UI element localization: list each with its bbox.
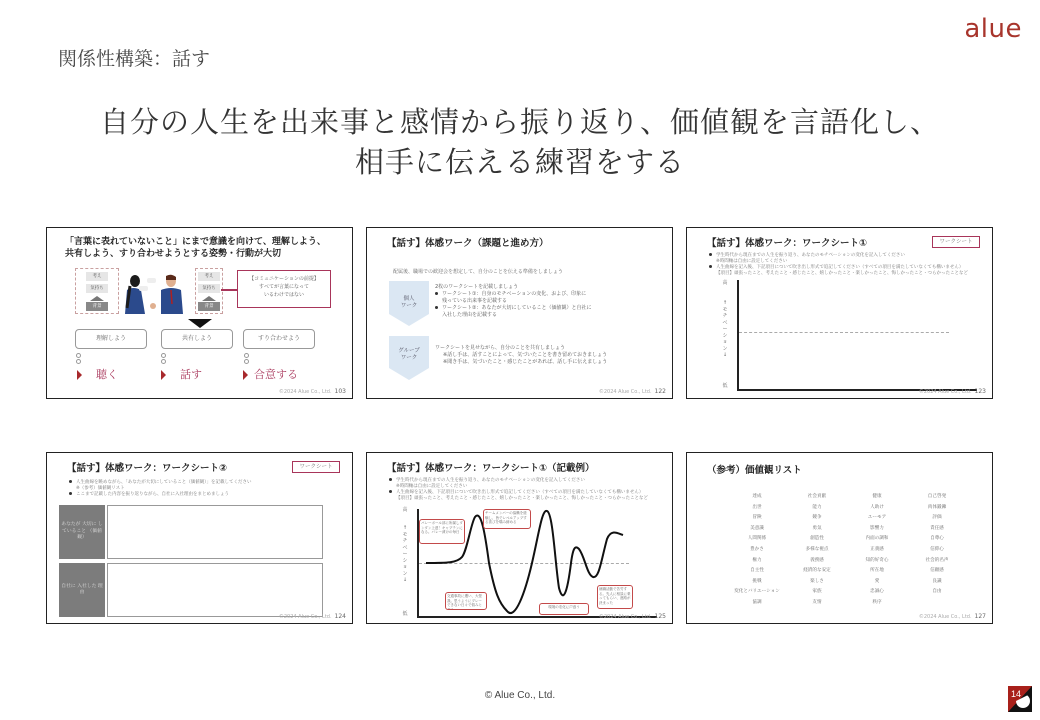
chip-background: 背景 <box>86 302 108 311</box>
thumbnail-footer <box>599 388 666 395</box>
value-item: 人間関係 <box>747 536 767 542</box>
bullet-text: 【項目】頑張ったこと、考えたこと・感じたこと、嬉しかったこと・楽しかったこと、悔しかったこと・つらかったことなど <box>716 271 968 276</box>
step-body-group <box>435 345 607 366</box>
bullet-icon <box>435 306 438 309</box>
thumbnail-footer <box>279 613 346 620</box>
value-item: 忠誠心 <box>870 589 884 595</box>
bullet-text: ※時間軸は自由に設定してください <box>396 484 468 489</box>
page-number: 14 <box>1011 689 1022 699</box>
value-item: 創造性 <box>810 536 824 542</box>
chip-background-right: 背景 <box>198 302 220 311</box>
thumbnail-title: 【話す】体感ワーク：ワークシート①（記載例） <box>387 463 595 474</box>
value-item: 所在地 <box>870 568 884 574</box>
page-number: 125 <box>654 613 666 620</box>
page-number: 127 <box>974 613 986 620</box>
value-item: 挑戦 <box>752 578 762 584</box>
value-item: 信仰心 <box>930 546 944 552</box>
triangle-right-icon <box>161 370 166 380</box>
value-item: 冒険 <box>752 515 762 521</box>
title-line-2: 共有しよう、すり合わせようとする姿勢・行動が大切 <box>65 249 282 259</box>
bullet-text: 【項目】頑張ったこと、考えたこと・感じたこと、嬉しかったこと・楽しかったこと、悔しかったこと・つらかったことなど <box>396 496 648 501</box>
value-item: 能力 <box>812 504 822 510</box>
value-item: 知的好奇心 <box>865 557 889 563</box>
worksheet-tag: ワークシート <box>292 461 340 473</box>
triangle-up-icon <box>202 296 216 301</box>
callout-job-hunting: 就職活動で苦労する。先人に相談に乗ってもらい、進路が決まった <box>597 585 633 609</box>
slide-thumbnail-103[interactable] <box>46 227 353 399</box>
value-item: 信頼感 <box>930 568 944 574</box>
triangle-right-icon <box>243 370 248 380</box>
verb-speak <box>161 366 202 382</box>
y-label-motivation: ↑ モチベーション ↓ <box>722 300 728 358</box>
values-input-box[interactable] <box>107 505 323 559</box>
premise-line: すべてが言葉になって <box>259 284 309 290</box>
value-item: 義務感 <box>810 557 824 563</box>
value-item: 勇気 <box>812 525 822 531</box>
bullet <box>435 305 592 312</box>
bullet-text: 人生曲線を眺めながら、「あなたが大切にしていること（価値観）」を記載してください <box>76 480 252 485</box>
page-number: 124 <box>334 613 346 620</box>
bullet-text: ワークシート①：自身のモチベーションの変化、および、印象に <box>442 291 587 297</box>
value-item: 出世 <box>752 504 762 510</box>
value-item: 自己啓発 <box>927 494 947 499</box>
y-label-motivation: ↑ モチベーション ↓ <box>402 525 408 583</box>
bullet-text: ※時間軸は自由に設定してください <box>716 259 788 264</box>
value-item: 評価 <box>932 515 942 521</box>
thumbnail-title: （参考）価値観リスト <box>707 465 802 476</box>
y-label-high: 高 <box>402 507 408 513</box>
bullet-text: 人生曲線を記入後、下記項目について吹き出し形式で追記してください（すべての項目を満たしていなくても構いません） <box>716 265 964 270</box>
title-line-1: 「言葉に表れていないこと」にまで意識を向けて、理解しよう、 <box>65 237 326 247</box>
verb-listen <box>77 366 118 382</box>
bullet-icon <box>709 253 712 256</box>
bullet <box>69 492 339 498</box>
section-label: 関係性構築：話す <box>58 48 211 70</box>
footer-copyright: ©2024 Alue Co., Ltd. <box>278 614 332 620</box>
thumbnail-title: 【話す】体感ワーク：ワークシート② <box>67 463 228 474</box>
values-grid <box>727 493 967 606</box>
chip-feeling-right: 気持ち <box>198 284 220 293</box>
chip-thought: 考え <box>86 272 108 281</box>
bullet-icon <box>435 292 438 295</box>
headline-line-2: 相手に伝える練習をする <box>354 145 685 179</box>
value-item: 家族 <box>812 589 822 595</box>
step-lead: ワークシートを見せながら、自分のことを共有しましょう <box>435 345 566 351</box>
step-body-individual <box>435 284 592 319</box>
triangle-up-icon <box>90 296 104 301</box>
y-label-low: 低 <box>722 383 728 389</box>
slide-thumbnail-124[interactable] <box>46 452 353 624</box>
thumbnail-footer <box>599 613 666 620</box>
pill-align: すり合わせよう <box>243 329 315 349</box>
footer-copyright: ©2024 Alue Co., Ltd. <box>598 614 652 620</box>
value-item: 内面の調和 <box>865 536 889 542</box>
bullet-text: 学生時代から現在までの人生を振り返り、あなたのモチベーションの変化を記入してください <box>396 478 585 483</box>
verb-text: 合意する <box>254 368 298 381</box>
footer-copyright: ©2024 Alue Co., Ltd. <box>278 389 332 395</box>
row-label-reason: 自社に 入社した 理由 <box>59 563 105 617</box>
chevron-point <box>389 368 429 380</box>
value-item: ユーモア <box>867 515 887 521</box>
value-item: 人助け <box>870 504 884 510</box>
value-item: 影響力 <box>870 525 884 531</box>
thumbnail-title: 【話す】体感ワーク（課題と進め方） <box>387 238 549 249</box>
value-item: 自由 <box>932 589 942 595</box>
callout-environment: 環境の変化に戸惑う <box>539 603 589 615</box>
value-item: 健康 <box>872 494 882 499</box>
value-item: 多様な視点 <box>805 546 829 552</box>
value-item: 正義感 <box>870 546 884 552</box>
connector-line <box>221 289 237 291</box>
premise-line: いるわけではない <box>263 292 304 298</box>
note-text: ※話し手は、話すことによって、気づいたことを書き留めておきましょう <box>443 352 608 358</box>
step-label-group <box>389 348 429 362</box>
thumbnail-title <box>65 236 326 260</box>
value-item: 肉体鍛錬 <box>927 504 947 510</box>
pill-understand: 理解しよう <box>75 329 147 349</box>
label-line: 個人 <box>403 296 415 302</box>
value-item: 自主性 <box>750 568 764 574</box>
value-item: 豊かさ <box>750 546 764 552</box>
row-label-values: あなたが 大切に していること （価値観） <box>59 505 105 559</box>
callout-team: チームメンバーの協働を経験し、皆でレベルアップする喜びを噛み締める <box>483 509 531 529</box>
verb-agree <box>243 366 298 382</box>
page-number: 103 <box>334 388 346 395</box>
value-item: 経済的な安定 <box>803 568 831 574</box>
y-axis <box>737 280 739 390</box>
triangle-right-icon <box>77 370 82 380</box>
slide-thumbnail-125[interactable] <box>366 452 673 624</box>
bubble-dot-icon <box>244 359 249 364</box>
label-line: ワーク <box>400 303 418 309</box>
bullet-text: ※（参考）価値観リスト <box>76 486 125 491</box>
slide-thumbnail-122[interactable] <box>366 227 673 399</box>
step-lead: 2枚のワークシートを記載しましょう <box>435 284 519 290</box>
bubble-dot-icon <box>161 359 166 364</box>
arrow-down-icon <box>188 319 212 328</box>
baseline-dashed <box>739 332 949 333</box>
reason-input-box[interactable] <box>107 563 323 617</box>
bullet-icon <box>709 265 712 268</box>
thumbnail-footer <box>919 388 986 395</box>
bullet-text: ワークシート②：あなたが大切にしていること（価値観）と自社に <box>442 305 592 311</box>
footer-copyright: © Alue Co., Ltd. <box>484 690 556 701</box>
value-item: 自尊心 <box>930 536 944 542</box>
page-number: 123 <box>974 388 986 395</box>
people-handshake-illustration <box>121 274 189 316</box>
thumbnail-footer <box>919 613 986 620</box>
chevron-point <box>389 314 429 326</box>
callout-volleyball: バレーボール部に所属しダンダン上達！キャプテンになる。バレー漬けの毎日 <box>419 519 465 544</box>
footer-copyright: ©2024 Alue Co., Ltd. <box>918 614 972 620</box>
pill-share: 共有しよう <box>161 329 233 349</box>
bubble-dot-icon <box>76 353 81 358</box>
callout-injury: 交通事故に遭い、大怪我。思うようにプレーできない日々で悩みとする <box>445 592 487 610</box>
value-item: 変化とバリエーション <box>734 589 780 595</box>
value-item: 愛 <box>874 578 880 584</box>
bullet-text: 学生時代から現在までの人生を振り返り、あなたのモチベーションの変化を記入してください <box>716 253 905 258</box>
verb-text: 話す <box>180 368 202 381</box>
slide-thumbnail-123[interactable] <box>686 227 993 399</box>
bullet-text: 人生曲線を記入後、下記項目について吹き出し形式で追記してください（すべての項目を満たしていなくても構いません） <box>396 490 644 495</box>
page-number: 122 <box>654 388 666 395</box>
footer-copyright: ©2024 Alue Co., Ltd. <box>598 389 652 395</box>
chip-thought-right: 考え <box>198 272 220 281</box>
bullet-text: 残っている出来事を記載する <box>442 298 508 304</box>
value-item: 楽しさ <box>810 578 824 584</box>
value-item: 良識 <box>932 578 942 584</box>
bullet-text: ここまで記載した内容を振り返りながら、自社に入社理由をまとめましょう <box>76 492 229 497</box>
value-item: 責任感 <box>930 525 944 531</box>
value-item <box>907 599 967 606</box>
headline <box>0 102 1040 182</box>
bullet <box>435 291 592 298</box>
verb-text: 聴く <box>96 368 118 381</box>
value-item: 競争 <box>812 515 822 521</box>
alue-logo: alue <box>964 14 1022 44</box>
slide-thumbnail-127[interactable] <box>686 452 993 624</box>
value-item: 友情 <box>812 599 822 605</box>
value-item: 社会的名声 <box>925 557 949 563</box>
headline-line-1: 自分の人生を出来事と感情から振り返り、価値観を言語化し、 <box>99 105 940 139</box>
intro-text: 配属後、職場での歓迎会を想定して、自分のことを伝える準備をしましょう <box>393 269 563 275</box>
label-line: グループ <box>398 348 420 354</box>
instructions <box>69 480 339 498</box>
thumbnail-footer <box>279 388 346 395</box>
value-item: 協調 <box>752 599 762 605</box>
step-label-individual <box>389 296 429 310</box>
worksheet-tag: ワークシート <box>932 236 980 248</box>
thumbnail-title: 【話す】体感ワーク：ワークシート① <box>707 238 868 249</box>
note-text: ※聞き手は、気づいたこと・感じたことがあれば、話し手に伝えましょう <box>443 359 608 365</box>
y-label-high: 高 <box>722 280 728 286</box>
bubble-dot-icon <box>161 353 166 358</box>
value-item: 達成 <box>752 494 762 499</box>
bubble-dot-icon <box>244 353 249 358</box>
value-item: 秩序 <box>872 599 882 605</box>
value-item: 社会貢献 <box>807 494 827 499</box>
instructions <box>709 253 979 277</box>
page-number-badge <box>1008 686 1032 712</box>
bullet-icon <box>69 480 72 483</box>
label-line: ワーク <box>400 355 418 361</box>
bullet-icon <box>69 492 72 495</box>
footer-copyright: ©2024 Alue Co., Ltd. <box>918 389 972 395</box>
bubble-dot-icon <box>76 359 81 364</box>
bullet-text: 入社した理由を記載する <box>442 312 498 318</box>
chip-feeling: 気持ち <box>86 284 108 293</box>
value-item: 美意識 <box>750 525 764 531</box>
premise-box <box>237 270 331 308</box>
premise-heading: 【コミュニケーションの前提】 <box>249 276 319 282</box>
y-label-low: 低 <box>402 611 408 617</box>
value-item: 権力 <box>752 557 762 563</box>
